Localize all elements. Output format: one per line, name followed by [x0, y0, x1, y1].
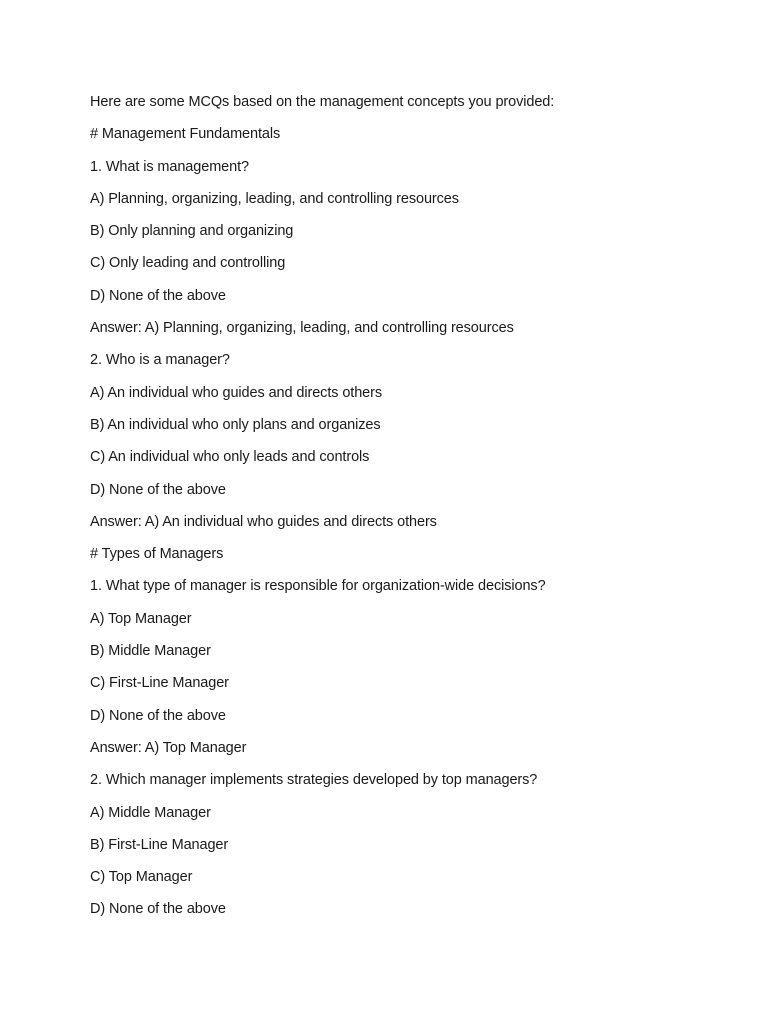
option: B) An individual who only plans and organizes	[90, 416, 381, 433]
option: A) Planning, organizing, leading, and controlling resources	[90, 190, 459, 207]
answer: Answer: A) Planning, organizing, leading, and controlling resources	[90, 320, 514, 337]
option: B) Only planning and organizing	[90, 223, 294, 240]
option: D) None of the above	[90, 901, 226, 918]
option: C) An individual who only leads and controls	[90, 449, 370, 466]
option: C) First-Line Manager	[90, 675, 229, 692]
question: 2. Which manager implements strategies developed by top managers?	[90, 772, 538, 789]
option: B) First-Line Manager	[90, 836, 229, 853]
option: C) Top Manager	[90, 869, 193, 886]
option: B) Middle Manager	[90, 643, 211, 660]
section-heading: # Management Fundamentals	[90, 126, 281, 143]
option: D) None of the above	[90, 481, 226, 498]
option: A) Middle Manager	[90, 804, 211, 821]
option: A) Top Manager	[90, 610, 192, 627]
answer: Answer: A) An individual who guides and directs others	[90, 513, 437, 530]
option: C) Only leading and controlling	[90, 255, 286, 272]
option: A) An individual who guides and directs others	[90, 384, 383, 401]
intro-line: Here are some MCQs based on the management concepts you provided:	[90, 94, 555, 110]
document-body	[90, 92, 730, 932]
question: 2. Who is a manager?	[90, 352, 230, 369]
answer: Answer: A) Top Manager	[90, 739, 247, 756]
question: 1. What is management?	[90, 158, 249, 175]
section-heading: # Types of Managers	[90, 546, 224, 563]
option: D) None of the above	[90, 707, 226, 724]
option: D) None of the above	[90, 287, 226, 304]
question: 1. What type of manager is responsible for organization-wide decisions?	[90, 578, 546, 595]
